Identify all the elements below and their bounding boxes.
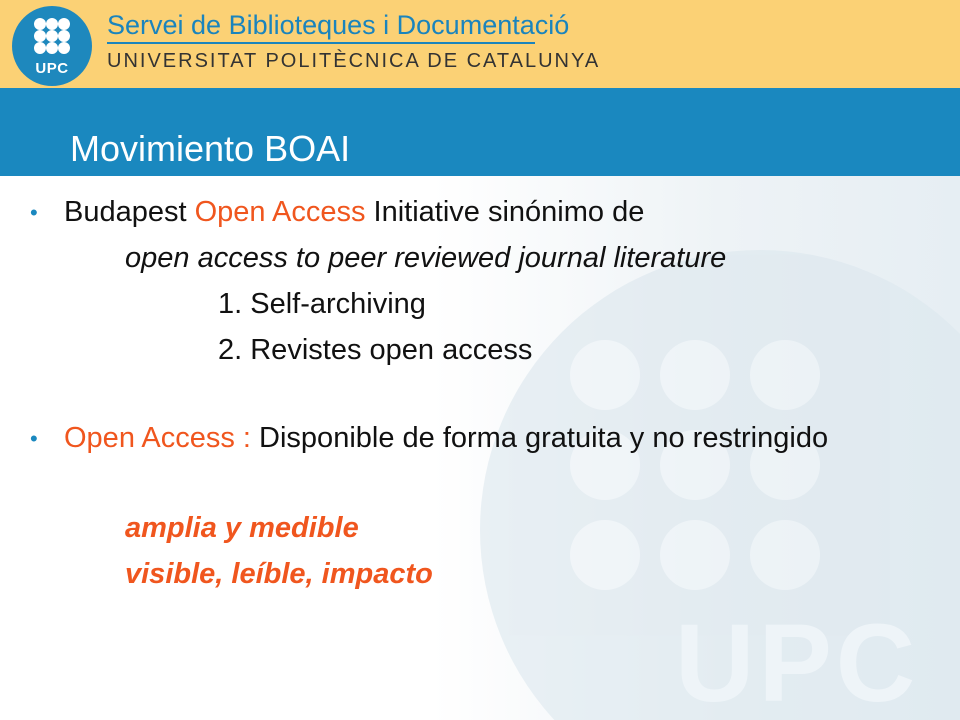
- bullet1-text-b: Initiative sinónimo de: [365, 196, 645, 228]
- bullet1-line: [64, 196, 644, 229]
- bullet-icon: •: [30, 200, 38, 225]
- bullet2-line: [64, 422, 828, 455]
- bullet-icon: •: [30, 426, 38, 451]
- emphasis-line-1: amplia y medible: [125, 512, 359, 544]
- bullet2-text: Disponible de forma gratuita y no restringido: [259, 422, 829, 454]
- header-library-name: Servei de Biblioteques i Documentació: [107, 10, 570, 40]
- logo-text: UPC: [35, 60, 69, 77]
- bullet1-highlight: Open Access: [194, 196, 366, 228]
- watermark-text: UPC: [675, 602, 920, 720]
- list-item-1: 1. Self-archiving: [218, 288, 426, 320]
- header-university-name: UNIVERSITAT POLITÈCNICA DE CATALUNYA: [107, 50, 601, 72]
- bullet2-highlight: Open Access :: [64, 422, 260, 454]
- emphasis-line-2: visible, leíble, impacto: [125, 558, 433, 590]
- bullet1-text-a: Budapest: [64, 196, 195, 228]
- header: [0, 0, 960, 88]
- header-divider: [107, 42, 535, 44]
- list-item-2: 2. Revistes open access: [218, 334, 533, 366]
- bullet1-subline: open access to peer reviewed journal literature: [125, 242, 727, 274]
- upc-logo: [12, 6, 92, 86]
- slide-title: Movimiento BOAI: [70, 128, 351, 169]
